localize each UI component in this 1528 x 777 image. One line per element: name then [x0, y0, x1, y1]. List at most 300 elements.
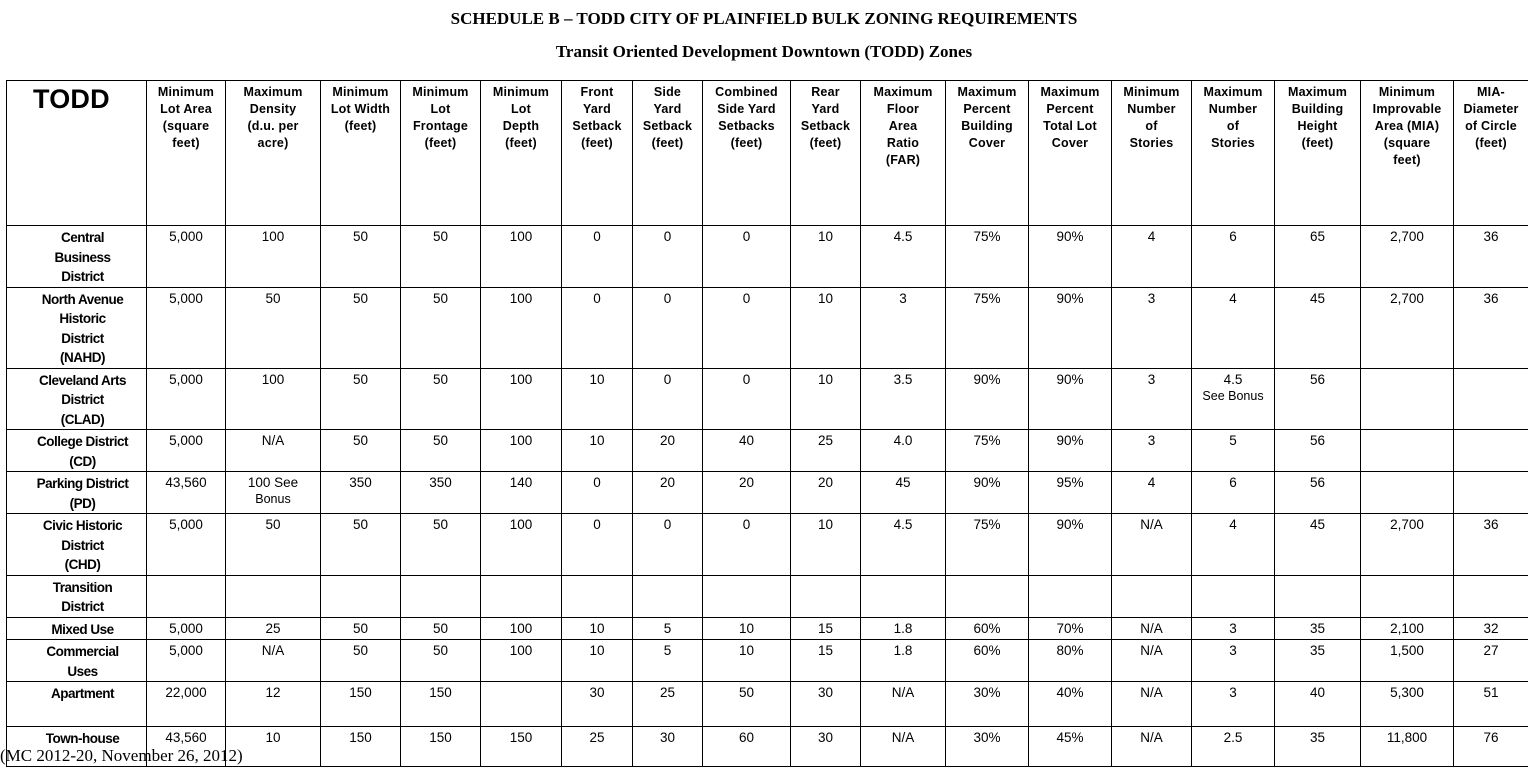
- column-header: [861, 81, 946, 226]
- table-cell: [562, 575, 633, 617]
- table-cell: 100: [481, 430, 562, 472]
- table-cell: [1361, 368, 1454, 430]
- table-cell: 50: [321, 226, 401, 288]
- table-cell: 6: [1192, 226, 1275, 288]
- table-cell: 2,700: [1361, 226, 1454, 288]
- table-cell: 5,000: [147, 617, 226, 640]
- table-cell: 36: [1454, 226, 1528, 288]
- column-header-line: Total Lot: [1043, 119, 1097, 133]
- column-header-line: Lot Width: [330, 102, 391, 116]
- table-cell: 50: [321, 617, 401, 640]
- table-cell: 100: [481, 368, 562, 430]
- table-cell: 4: [1112, 472, 1192, 514]
- column-header: [633, 81, 703, 226]
- table-cell: 0: [562, 287, 633, 368]
- table-cell: 150: [401, 727, 481, 767]
- table-cell: 75%: [946, 287, 1029, 368]
- table-cell: 35: [1275, 727, 1361, 767]
- column-header-line: Cover: [1051, 136, 1089, 150]
- table-cell: 90%: [946, 472, 1029, 514]
- table-cell: [1192, 368, 1275, 430]
- column-header-line: feet): [1393, 153, 1421, 167]
- table-cell: [1361, 472, 1454, 514]
- table-cell: 4: [1192, 514, 1275, 576]
- table-cell: [1361, 575, 1454, 617]
- column-header-line: Yard: [583, 102, 611, 116]
- table-row: [7, 430, 1528, 472]
- column-header-line: Maximum: [1287, 85, 1348, 99]
- district-label: [7, 430, 147, 472]
- table-cell: 20: [633, 430, 703, 472]
- column-header-line: Stories: [1129, 136, 1174, 150]
- table-cell: 76: [1454, 727, 1528, 767]
- table-cell: 0: [703, 368, 791, 430]
- column-header: [703, 81, 791, 226]
- table-cell: 56: [1275, 472, 1361, 514]
- table-cell: 3: [1192, 640, 1275, 682]
- table-cell: N/A: [1112, 617, 1192, 640]
- table-cell: [1275, 575, 1361, 617]
- table-cell: 4: [1112, 226, 1192, 288]
- table-cell: 50: [401, 617, 481, 640]
- table-cell: N/A: [861, 682, 946, 727]
- table-row: [7, 472, 1528, 514]
- column-header: [481, 81, 562, 226]
- table-cell: 100: [481, 226, 562, 288]
- table-cell: 90%: [1029, 368, 1112, 430]
- column-header-line: (FAR): [885, 153, 921, 167]
- table-cell: 90%: [1029, 226, 1112, 288]
- table-cell: 0: [633, 514, 703, 576]
- column-header-line: Maximum: [957, 85, 1017, 99]
- table-cell: 60%: [946, 640, 1029, 682]
- table-cell: 5: [633, 640, 703, 682]
- column-header-line: Diameter: [1463, 102, 1519, 116]
- table-cell: [481, 682, 562, 727]
- table-cell: 10: [562, 430, 633, 472]
- column-header: [946, 81, 1029, 226]
- table-cell: 15: [791, 640, 861, 682]
- table-row: [7, 682, 1528, 727]
- table-cell: 10: [703, 640, 791, 682]
- district-label-line: Cleveland Arts: [38, 372, 127, 388]
- table-cell: 10: [791, 368, 861, 430]
- header-row: [7, 81, 1528, 226]
- column-header-line: acre): [257, 136, 289, 150]
- district-label: [7, 617, 147, 640]
- table-cell: 5,000: [147, 514, 226, 576]
- table-cell: 25: [791, 430, 861, 472]
- district-label-line: Town-house: [45, 731, 120, 746]
- table-row: [7, 368, 1528, 430]
- column-header-line: (feet): [424, 136, 457, 150]
- column-header-line: Percent: [963, 102, 1011, 116]
- column-header-line: (feet): [809, 136, 842, 150]
- column-header: [562, 81, 633, 226]
- table-cell: 90%: [946, 368, 1029, 430]
- table-row: [7, 226, 1528, 288]
- column-header-line: Maximum: [873, 85, 933, 99]
- district-label-line: Central: [60, 230, 104, 245]
- column-header-line: of Circle: [1465, 119, 1517, 133]
- table-cell: 20: [703, 472, 791, 514]
- table-cell: 140: [481, 472, 562, 514]
- column-header-line: Minimum: [412, 85, 469, 99]
- district-label: [7, 472, 147, 514]
- table-cell: [861, 575, 946, 617]
- table-cell: N/A: [1112, 727, 1192, 767]
- table-cell: 30: [562, 682, 633, 727]
- table-cell: 70%: [1029, 617, 1112, 640]
- table-row: [7, 514, 1528, 576]
- table-cell: 50: [401, 226, 481, 288]
- table-cell: 100: [226, 368, 321, 430]
- column-header-line: Setback: [572, 119, 622, 133]
- table-cell: 90%: [1029, 430, 1112, 472]
- column-header-line: Minimum: [157, 85, 215, 99]
- column-header: [147, 81, 226, 226]
- district-label-line: Mixed Use: [51, 621, 114, 637]
- column-header-line: (feet): [1301, 136, 1334, 150]
- table-cell: 75%: [946, 430, 1029, 472]
- table-cell: [1454, 575, 1528, 617]
- table-cell: [1192, 575, 1275, 617]
- table-cell: 150: [481, 727, 562, 767]
- column-header-line: Side Yard: [717, 102, 776, 116]
- column-header: [1029, 81, 1112, 226]
- column-header-line: Building: [961, 119, 1013, 133]
- column-header-line: Lot: [510, 102, 532, 116]
- district-label-line: District: [61, 330, 104, 346]
- column-header-line: (square: [1383, 136, 1431, 150]
- column-header-line: Number: [1127, 102, 1176, 116]
- column-header-line: Stories: [1211, 136, 1255, 150]
- district-label-line: District: [61, 392, 104, 407]
- table-cell: 56: [1275, 430, 1361, 472]
- table-cell: 1.8: [861, 617, 946, 640]
- column-header: [791, 81, 861, 226]
- district-label: [7, 640, 147, 682]
- table-cell: [703, 575, 791, 617]
- table-cell: 51: [1454, 682, 1528, 727]
- table-cell: N/A: [226, 430, 321, 472]
- table-row: [7, 575, 1528, 617]
- table-cell: 10: [226, 727, 321, 767]
- column-header-line: of: [1226, 119, 1240, 133]
- document-title: SCHEDULE B – TODD CITY OF PLAINFIELD BULK ZONING REQUIREMENTS: [450, 9, 1078, 28]
- table-cell: 50: [321, 640, 401, 682]
- table-cell: 32: [1454, 617, 1528, 640]
- table-cell: 3: [1112, 430, 1192, 472]
- column-header-line: (square: [162, 119, 210, 133]
- table-cell: 20: [791, 472, 861, 514]
- table-cell: 36: [1454, 287, 1528, 368]
- table-cell: 2,100: [1361, 617, 1454, 640]
- column-header-line: MIA-: [1477, 85, 1505, 99]
- table-cell: 0: [562, 226, 633, 288]
- column-header-line: Minimum: [492, 85, 550, 99]
- district-label-line: Apartment: [50, 686, 114, 701]
- footer-citation: (MC 2012-20, November 26, 2012): [0, 746, 243, 765]
- column-header-line: Combined: [715, 85, 778, 99]
- district-label: [7, 682, 147, 727]
- table-cell: 3: [861, 287, 946, 368]
- table-cell: 50: [226, 514, 321, 576]
- district-label-line: Commercial: [46, 644, 119, 659]
- table-cell: 100: [481, 617, 562, 640]
- table-cell: 15: [791, 617, 861, 640]
- table-cell: 60%: [946, 617, 1029, 640]
- table-cell: 0: [562, 472, 633, 514]
- table-cell: 1.8: [861, 640, 946, 682]
- table-cell: 10: [562, 640, 633, 682]
- table-cell: 4: [1192, 287, 1275, 368]
- table-cell: 50: [401, 368, 481, 430]
- district-label-line: District: [61, 599, 104, 614]
- table-cell: 0: [703, 287, 791, 368]
- district-label: [7, 368, 147, 430]
- table-cell: [1112, 575, 1192, 617]
- column-header-line: Depth: [502, 119, 540, 133]
- table-cell: 10: [562, 368, 633, 430]
- column-header-line: (feet): [730, 136, 763, 150]
- column-header-line: Setback: [642, 119, 693, 133]
- table-cell: 50: [321, 430, 401, 472]
- table-cell: 5: [633, 617, 703, 640]
- todd-header: TODD: [7, 81, 147, 226]
- table-cell: N/A: [1112, 640, 1192, 682]
- table-cell: 100: [481, 514, 562, 576]
- table-cell: 0: [633, 368, 703, 430]
- table-cell: 10: [791, 514, 861, 576]
- table-cell: N/A: [861, 727, 946, 767]
- table-cell: 0: [703, 514, 791, 576]
- table-cell: 10: [562, 617, 633, 640]
- column-header-line: (d.u. per: [247, 119, 299, 133]
- table-cell: 25: [633, 682, 703, 727]
- column-header: [1275, 81, 1361, 226]
- table-cell: 30: [633, 727, 703, 767]
- table-cell: 35: [1275, 640, 1361, 682]
- table-cell: 50: [401, 430, 481, 472]
- table-row: [7, 640, 1528, 682]
- district-label-line: (CLAD): [60, 411, 105, 427]
- column-header-line: Density: [249, 102, 297, 116]
- table-cell: 6: [1192, 472, 1275, 514]
- column-header-line: Yard: [653, 102, 682, 116]
- column-header-line: (feet): [1475, 136, 1507, 150]
- table-cell: 65: [1275, 226, 1361, 288]
- zoning-requirements-table: [6, 80, 1528, 767]
- column-header-line: Height: [1297, 119, 1338, 133]
- table-cell: 30: [791, 682, 861, 727]
- district-label-line: Historic: [59, 311, 106, 326]
- column-header-line: Percent: [1046, 102, 1094, 116]
- table-cell: 4.5: [861, 226, 946, 288]
- cell-line: 100 See: [247, 475, 299, 490]
- table-cell: 40%: [1029, 682, 1112, 727]
- table-cell: 75%: [946, 514, 1029, 576]
- column-header-line: Maximum: [1040, 85, 1100, 99]
- column-header-line: Building: [1291, 102, 1344, 116]
- table-cell: 50: [401, 640, 481, 682]
- table-cell: [791, 575, 861, 617]
- column-header-line: Maximum: [243, 85, 303, 99]
- column-header: [1192, 81, 1275, 226]
- column-header: [401, 81, 481, 226]
- table-cell: 25: [226, 617, 321, 640]
- district-label-line: Uses: [67, 663, 98, 679]
- table-cell: 75%: [946, 226, 1029, 288]
- table-cell: 12: [226, 682, 321, 727]
- column-header-line: Side: [653, 85, 682, 99]
- table-cell: [321, 575, 401, 617]
- table-cell: 45: [1275, 514, 1361, 576]
- table-cell: 5,000: [147, 287, 226, 368]
- table-cell: N/A: [226, 640, 321, 682]
- table-cell: 50: [401, 514, 481, 576]
- table-cell: 5: [1192, 430, 1275, 472]
- table-cell: [1454, 368, 1528, 430]
- table-cell: 36: [1454, 514, 1528, 576]
- table-cell: [1361, 430, 1454, 472]
- table-cell: 11,800: [1361, 727, 1454, 767]
- column-header-line: (feet): [344, 119, 377, 133]
- table-cell: 1,500: [1361, 640, 1454, 682]
- column-header-line: Rear: [811, 85, 840, 99]
- column-header-line: Minimum: [1123, 85, 1180, 99]
- table-cell: 80%: [1029, 640, 1112, 682]
- table-cell: [147, 575, 226, 617]
- column-header-line: Cover: [968, 136, 1006, 150]
- table-cell: 150: [401, 682, 481, 727]
- column-header: [1454, 81, 1528, 226]
- column-header: [1361, 81, 1454, 226]
- table-cell: 45%: [1029, 727, 1112, 767]
- column-header-line: Minimum: [1378, 85, 1436, 99]
- table-row: [7, 287, 1528, 368]
- table-cell: 50: [321, 514, 401, 576]
- column-header-line: (feet): [581, 136, 613, 150]
- table-cell: 3: [1192, 617, 1275, 640]
- column-header: [321, 81, 401, 226]
- column-header-line: Ratio: [886, 136, 920, 150]
- table-cell: 100: [481, 287, 562, 368]
- table-cell: 5,000: [147, 368, 226, 430]
- table-cell: 150: [321, 682, 401, 727]
- document-subtitle: Transit Oriented Development Downtown (TODD) Zones: [555, 42, 973, 61]
- table-cell: 0: [703, 226, 791, 288]
- table-cell: 35: [1275, 617, 1361, 640]
- table-cell: 90%: [1029, 514, 1112, 576]
- table-cell: 3: [1112, 368, 1192, 430]
- column-header-line: Improvable: [1372, 102, 1442, 116]
- column-header-line: Minimum: [332, 85, 389, 99]
- table-cell: 45: [1275, 287, 1361, 368]
- district-label-line: College District: [36, 434, 129, 449]
- district-label-line: (CD): [69, 453, 96, 469]
- column-header-line: Setbacks: [718, 119, 775, 133]
- district-label-line: North Avenue: [41, 291, 124, 307]
- column-header-line: Number: [1208, 102, 1258, 116]
- table-cell: 2,700: [1361, 287, 1454, 368]
- district-label-line: (NAHD): [60, 350, 105, 365]
- table-cell: 0: [562, 514, 633, 576]
- table-cell: 40: [703, 430, 791, 472]
- column-header: [226, 81, 321, 226]
- table-cell: 50: [703, 682, 791, 727]
- table-cell: [481, 575, 562, 617]
- table-cell: 100: [226, 226, 321, 288]
- district-label: [7, 287, 147, 368]
- table-cell: 350: [401, 472, 481, 514]
- table-cell: N/A: [1112, 682, 1192, 727]
- column-header-line: Floor: [886, 102, 920, 116]
- table-cell: 25: [562, 727, 633, 767]
- table-cell: 5,000: [147, 430, 226, 472]
- table-cell: 5,000: [147, 640, 226, 682]
- table-cell: 45: [861, 472, 946, 514]
- table-cell: [946, 575, 1029, 617]
- table-cell: 3: [1112, 287, 1192, 368]
- column-header-line: (feet): [505, 136, 537, 150]
- column-header-line: Setback: [800, 119, 851, 133]
- district-label-line: Civic Historic: [42, 518, 123, 533]
- column-header: [1112, 81, 1192, 226]
- table-cell: 10: [791, 226, 861, 288]
- table-cell: 0: [633, 226, 703, 288]
- table-cell: 2,700: [1361, 514, 1454, 576]
- column-header-line: Frontage: [412, 119, 469, 133]
- table-cell: 0: [633, 287, 703, 368]
- column-header-line: Lot Area: [160, 102, 212, 116]
- table-cell: 30%: [946, 727, 1029, 767]
- column-header-line: of: [1145, 119, 1158, 133]
- table-cell: [1454, 430, 1528, 472]
- column-header-line: Lot: [430, 102, 451, 116]
- district-label-line: (CHD): [64, 557, 101, 572]
- table-cell: 50: [401, 287, 481, 368]
- district-label-line: (PD): [69, 495, 96, 511]
- table-cell: 10: [791, 287, 861, 368]
- column-header-line: Area: [888, 119, 918, 133]
- district-label-line: Parking District: [36, 476, 129, 491]
- table-cell: 60: [703, 727, 791, 767]
- column-header-line: Maximum: [1203, 85, 1263, 99]
- table-cell: 4.0: [861, 430, 946, 472]
- table-row: [7, 617, 1528, 640]
- table-cell: 5,000: [147, 226, 226, 288]
- table-cell: 50: [321, 368, 401, 430]
- table-cell: 20: [633, 472, 703, 514]
- table-cell: 2.5: [1192, 727, 1275, 767]
- table-cell: 27: [1454, 640, 1528, 682]
- table-cell: 100: [481, 640, 562, 682]
- district-label-line: District: [61, 269, 104, 284]
- district-label-line: Transition: [52, 579, 113, 595]
- column-header-line: feet): [172, 136, 200, 150]
- district-label: [7, 226, 147, 288]
- table-cell: [1454, 472, 1528, 514]
- cell-line: 4.5: [1223, 371, 1243, 387]
- district-label: [7, 514, 147, 576]
- table-cell: 3.5: [861, 368, 946, 430]
- table-cell: 40: [1275, 682, 1361, 727]
- table-cell: N/A: [1112, 514, 1192, 576]
- table-cell: 150: [321, 727, 401, 767]
- table-cell: [226, 575, 321, 617]
- column-header-line: (feet): [651, 136, 684, 150]
